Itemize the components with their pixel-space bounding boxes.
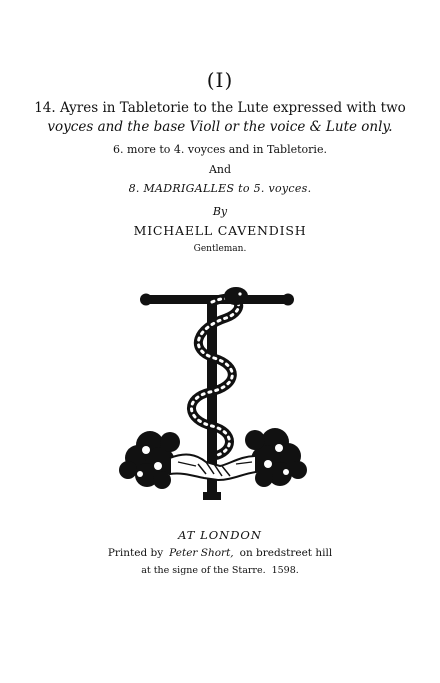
title-line-madrigals: 8. MADRIGALLES to 5. voyces.: [128, 182, 312, 195]
author-name: MICHAELL CAVENDISH: [133, 223, 307, 238]
author-title: Gentleman.: [193, 244, 247, 254]
title-line-1: 14. Ayres in Tabletorie to the Lute expressed with two: [34, 100, 406, 116]
imprint-printer-prefix: Printed by: [107, 547, 164, 559]
imprint-sign: at the signe of the Starre.: [141, 565, 266, 576]
printers-device-emblem: [0, 270, 440, 510]
imprint-sign-line: [0, 566, 440, 576]
serpent-icon: [191, 287, 248, 456]
imprint-printer-name: Peter Short,: [169, 547, 234, 559]
title-line-2: voyces and the base Violl or the voice & Lute only.: [47, 119, 393, 135]
title-line-3: 6. more to 4. voyces and in Tabletorie.: [113, 143, 327, 156]
page-marker: (I): [206, 68, 234, 92]
imprint-printer-suffix: on bredstreet hill: [239, 547, 333, 559]
by-line: By: [212, 205, 228, 218]
imprint-year: 1598.: [271, 565, 299, 576]
title-line-and: And: [208, 163, 232, 176]
imprint-printer-line: [0, 548, 440, 559]
imprint-place: AT LONDON: [178, 528, 262, 542]
